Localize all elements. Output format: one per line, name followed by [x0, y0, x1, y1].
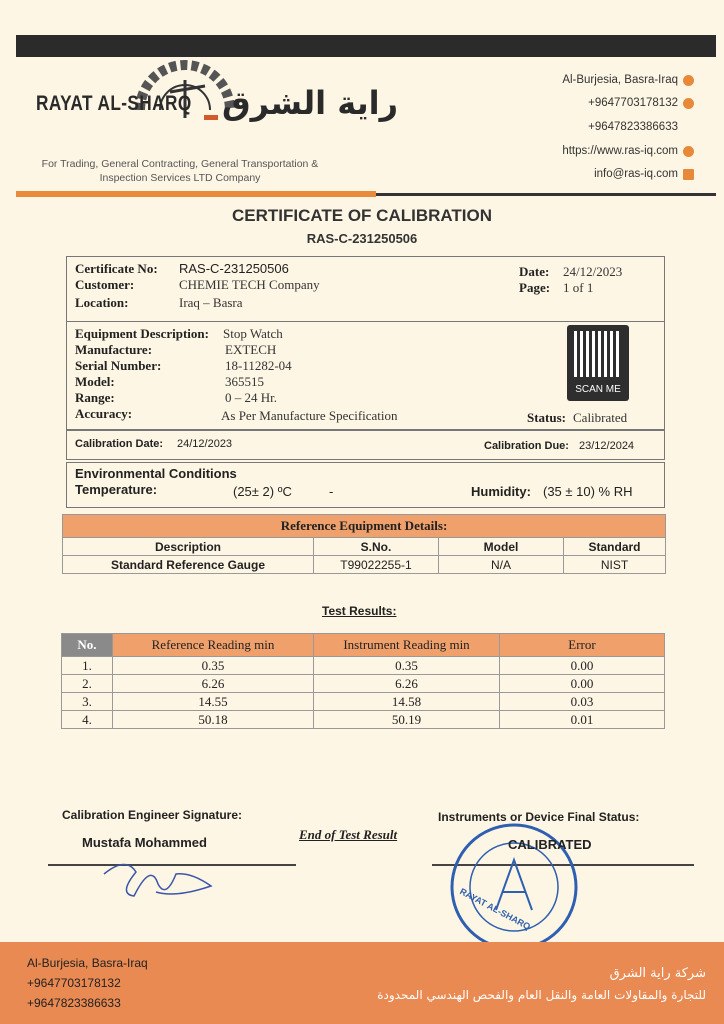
certificate-no-value: RAS-C-231250506 — [179, 261, 289, 276]
results-header-instrument: Instrument Reading min — [314, 634, 500, 657]
page-label: Page: — [519, 280, 551, 295]
result-no: 2. — [62, 675, 113, 693]
header-website[interactable]: https://www.ras-iq.com — [562, 145, 694, 157]
result-instrument: 6.26 — [314, 675, 500, 693]
results-header-reference: Reference Reading min — [113, 634, 314, 657]
certificate-id: RAS-C-231250506 — [306, 231, 418, 246]
result-reference: 0.35 — [113, 657, 314, 675]
engineer-signature — [96, 854, 216, 904]
calibration-due-label: Calibration Due: — [484, 440, 569, 452]
environment-box — [66, 462, 665, 508]
certificate-no-label: Certificate No: — [75, 261, 158, 276]
model-label: Model: — [75, 374, 115, 389]
location-pin-icon — [683, 75, 694, 86]
table-row — [63, 556, 666, 574]
final-status-label: Instruments or Device Final Status: — [438, 810, 640, 824]
result-reference: 6.26 — [113, 675, 314, 693]
reference-model: N/A — [439, 556, 564, 574]
reference-sno: T99022255-1 — [314, 556, 439, 574]
table-row — [62, 711, 665, 729]
header-dark-line — [376, 193, 716, 196]
temperature-label: Temperature: — [75, 482, 158, 497]
result-no: 1. — [62, 657, 113, 675]
humidity-value: (35 ± 10) % RH — [543, 484, 633, 499]
reference-header-sno: S.No. — [314, 538, 439, 556]
footer-bar — [0, 942, 724, 1024]
status-label: Status: — [527, 410, 567, 425]
qr-code[interactable] — [567, 325, 629, 401]
accuracy-value: As Per Manufacture Specification — [221, 408, 398, 423]
logo-english-text: RAYAT AL-SHARQ — [36, 92, 192, 115]
calibration-date-label: Calibration Date: — [75, 438, 164, 450]
footer-phone-2: +9647823386633 — [27, 996, 121, 1010]
date-label: Date: — [519, 264, 550, 279]
header-top-bar — [16, 35, 716, 57]
reference-standard: NIST — [564, 556, 666, 574]
scan-me-label: SCAN ME — [575, 384, 621, 395]
result-error: 0.00 — [500, 675, 665, 693]
stamp-text: RAYAT AL-SHARQ — [458, 886, 533, 932]
footer-arabic-description: للتجارة والمقاولات العامة والنقل العام والفحص الهندسي المحدودة — [377, 988, 706, 1002]
calibration-dates-box — [66, 430, 665, 460]
result-instrument: 14.58 — [314, 693, 500, 711]
table-row — [62, 693, 665, 711]
calibration-due-value: 23/12/2024 — [579, 440, 635, 452]
location-label: Location: — [75, 295, 129, 310]
date-value: 24/12/2023 — [563, 264, 623, 279]
result-reference: 14.55 — [113, 693, 314, 711]
table-row — [62, 675, 665, 693]
location-value: Iraq – Basra — [179, 295, 243, 310]
customer-value: CHEMIE TECH Company — [179, 277, 320, 292]
footer-arabic-company: شركة راية الشرق — [609, 966, 706, 981]
header-email[interactable]: info@ras-iq.com — [594, 168, 694, 180]
serial-number-label: Serial Number: — [75, 358, 162, 373]
environment-title: Environmental Conditions — [75, 466, 237, 481]
result-error: 0.00 — [500, 657, 665, 675]
manufacture-value: EXTECH — [225, 342, 277, 357]
model-value: 365515 — [225, 374, 264, 389]
page-value: 1 of 1 — [563, 280, 594, 295]
result-reference: 50.18 — [113, 711, 314, 729]
test-results-title: Test Results: — [322, 604, 397, 618]
footer-phone-1: +9647703178132 — [27, 976, 121, 990]
result-instrument: 50.19 — [314, 711, 500, 729]
result-no: 4. — [62, 711, 113, 729]
header-phone-1: +9647703178132 — [588, 97, 694, 109]
engineer-signature-label: Calibration Engineer Signature: — [62, 808, 243, 822]
reference-table-title: Reference Equipment Details: — [63, 515, 666, 538]
accuracy-label: Accuracy: — [75, 406, 133, 421]
result-no: 3. — [62, 693, 113, 711]
header-phone-2: +9647823386633 — [588, 121, 678, 133]
humidity-label: Humidity: — [471, 484, 531, 499]
logo-arabic-text: راية الشرق — [222, 84, 399, 122]
reference-header-description: Description — [63, 538, 314, 556]
customer-label: Customer: — [75, 277, 135, 292]
globe-icon — [683, 146, 694, 157]
manufacture-label: Manufacture: — [75, 342, 153, 357]
reference-header-standard: Standard — [564, 538, 666, 556]
equipment-description-value: Stop Watch — [223, 326, 283, 341]
engineer-name: Mustafa Mohammed — [82, 835, 207, 850]
results-header-no: No. — [62, 634, 113, 657]
header-orange-line — [16, 191, 376, 197]
equipment-description-label: Equipment Description: — [75, 326, 209, 341]
status-value: Calibrated — [573, 410, 628, 425]
qr-code-pattern — [574, 331, 622, 377]
range-label: Range: — [75, 390, 115, 405]
phone-icon — [683, 98, 694, 109]
test-results-table — [61, 633, 665, 729]
result-error: 0.03 — [500, 693, 665, 711]
end-of-test-result: End of Test Result — [299, 827, 398, 842]
serial-number-value: 18-11282-04 — [225, 358, 292, 373]
info-box — [66, 256, 665, 322]
company-tagline: For Trading, General Contracting, General Transportation & Inspection Services LTD Company — [41, 158, 319, 184]
reference-header-model: Model — [439, 538, 564, 556]
footer-address: Al-Burjesia, Basra-Iraq — [27, 956, 148, 970]
range-value: 0 – 24 Hr. — [225, 390, 277, 405]
result-error: 0.01 — [500, 711, 665, 729]
header-address: Al-Burjesia, Basra-Iraq — [562, 74, 694, 86]
final-status-value: CALIBRATED — [508, 837, 592, 852]
reference-description: Standard Reference Gauge — [63, 556, 314, 574]
result-instrument: 0.35 — [314, 657, 500, 675]
mail-icon — [683, 169, 694, 180]
calibration-date-value: 24/12/2023 — [177, 438, 233, 450]
table-row — [62, 657, 665, 675]
certificate-title: CERTIFICATE OF CALIBRATION — [231, 206, 492, 225]
reference-equipment-table — [62, 514, 666, 574]
temperature-value: (25± 2) ºC — [233, 484, 292, 499]
results-header-error: Error — [500, 634, 665, 657]
temperature-dash: - — [329, 484, 334, 499]
